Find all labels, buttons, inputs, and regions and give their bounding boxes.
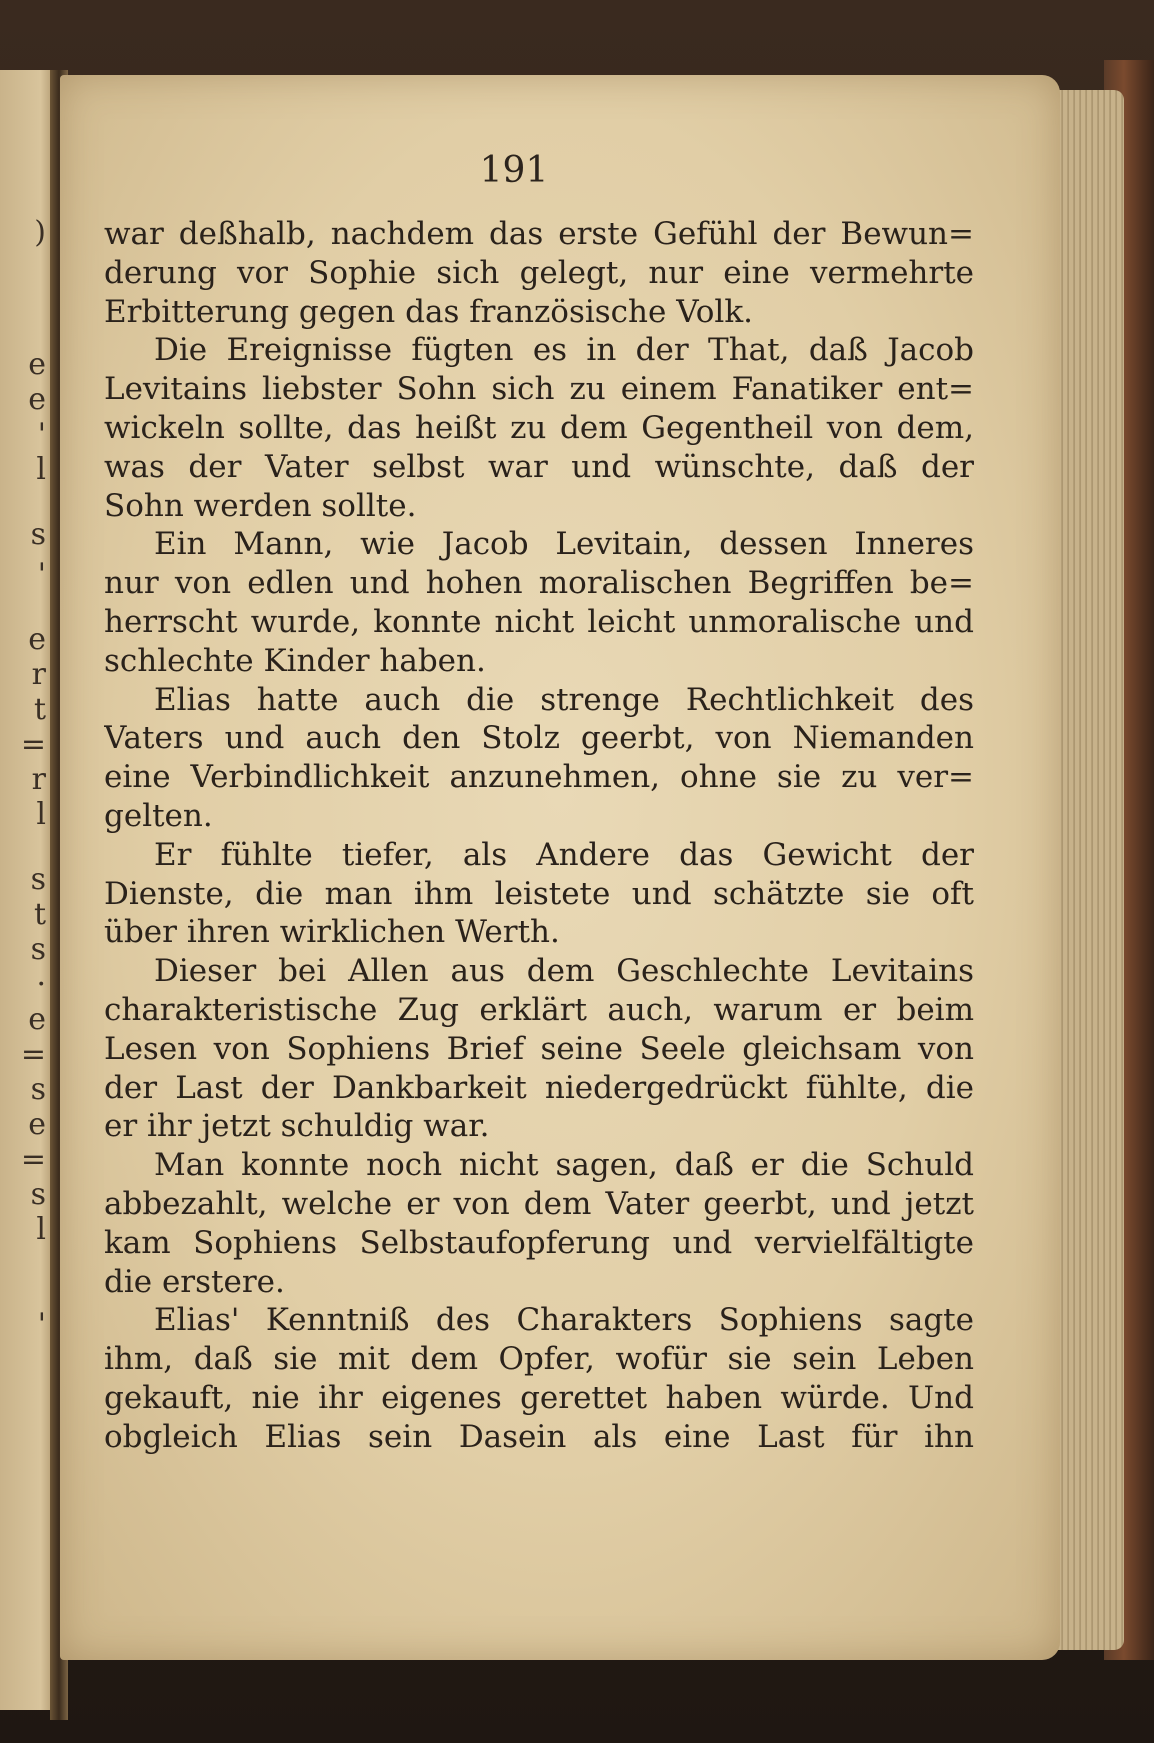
text-line: Sohn werden sollte. <box>104 487 417 524</box>
left-page-fragment: t <box>33 897 46 932</box>
body-text <box>104 215 974 1457</box>
left-page-fragment: e <box>28 1107 46 1142</box>
text-line: Lesen von Sophiens Brief seine Seele gleichsam von <box>104 1030 974 1067</box>
text-line: der Last der Dankbarkeit niedergedrückt fühlte, die <box>104 1069 974 1106</box>
left-page-fragment: r <box>31 762 46 797</box>
text-line: über ihren wirklichen Werth. <box>104 914 560 951</box>
text-line: Er fühlte tiefer, als Andere das Gewicht der <box>154 836 974 873</box>
text-line: Dienste, die man ihm leistete und schätzte sie oft <box>104 875 974 912</box>
left-page-fragment: s <box>30 932 46 967</box>
text-line: eine Verbindlichkeit anzunehmen, ohne sie zu ver= <box>104 759 974 796</box>
left-page-fragment: ' <box>37 1307 46 1342</box>
left-page-fragment: · <box>36 967 46 1002</box>
text-line: kam Sophiens Selbstaufopferung und vervielfältigte <box>104 1224 974 1261</box>
text-line: wickeln sollte, das heißt zu dem Gegentheil von dem, <box>104 409 974 446</box>
left-page-fragment: = <box>20 1142 46 1177</box>
left-page-fragment: l <box>36 797 46 832</box>
text-line: Levitains liebster Sohn sich zu einem Fanatiker ent= <box>104 371 974 408</box>
book-page <box>60 75 1060 1660</box>
text-line: was der Vater selbst war und wünschte, daß der <box>104 448 974 485</box>
text-line: abbezahlt, welche er von dem Vater geerbt, und jetzt <box>104 1185 974 1222</box>
text-line: Man konnte noch nicht sagen, daß er die Schuld <box>154 1147 974 1184</box>
left-page-fragment: t <box>33 692 46 727</box>
left-page-fragment: s <box>30 517 46 552</box>
text-line: Die Ereignisse fügten es in der That, daß Jacob <box>154 332 974 369</box>
left-page-fragment: s <box>30 1177 46 1212</box>
left-page-fragment: s <box>30 862 46 897</box>
left-page-fragment: r <box>31 657 46 692</box>
text-line: war deßhalb, nachdem das erste Gefühl der Bewun= <box>104 216 974 252</box>
left-page-fragment: = <box>20 1037 46 1072</box>
text-line: Elias hatte auch die strenge Rechtlichkeit des <box>154 681 974 718</box>
left-page-fragment: l <box>36 1212 46 1247</box>
left-page-fragment: ) <box>34 215 46 250</box>
left-page-fragment: e <box>28 347 46 382</box>
text-line: nur von edlen und hohen moralischen Begriffen be= <box>104 565 974 602</box>
left-page-fragment: e <box>28 1002 46 1037</box>
text-line: Vaters und auch den Stolz geerbt, von Niemanden <box>104 720 974 757</box>
text-line: obgleich Elias sein Dasein als eine Last für ihn <box>104 1418 974 1455</box>
text-line: gekauft, nie ihr eigenes gerettet haben würde. Und <box>104 1379 974 1416</box>
left-page-fragment: e <box>28 382 46 417</box>
text-line: die erstere. <box>104 1263 285 1300</box>
left-page-fragment: e <box>28 622 46 657</box>
text-line: Dieser bei Allen aus dem Geschlechte Levitains <box>154 953 974 990</box>
left-page-fragment: l <box>36 452 46 487</box>
left-page-fragment: ' <box>37 417 46 452</box>
text-line: derung vor Sophie sich gelegt, nur eine vermehrte <box>104 254 974 291</box>
text-line: gelten. <box>104 797 213 834</box>
left-page-fragment: = <box>20 727 46 762</box>
text-line: ihm, daß sie mit dem Opfer, wofür sie sein Leben <box>104 1341 974 1378</box>
left-page-fragment: ' <box>37 557 46 592</box>
page-number: 191 <box>479 150 549 191</box>
text-line: Erbitterung gegen das französische Volk. <box>104 293 753 330</box>
text-line: Elias' Kenntniß des Charakters Sophiens sagte <box>154 1302 974 1339</box>
text-line: er ihr jetzt schuldig war. <box>104 1108 490 1145</box>
text-line: Ein Mann, wie Jacob Levitain, dessen Inneres <box>154 526 974 563</box>
text-line: charakteristische Zug erklärt auch, warum er beim <box>104 991 974 1028</box>
left-page-fragment: s <box>30 1072 46 1107</box>
text-line: herrscht wurde, konnte nicht leicht unmoralische und <box>104 603 974 640</box>
text-line: schlechte Kinder haben. <box>104 642 486 679</box>
